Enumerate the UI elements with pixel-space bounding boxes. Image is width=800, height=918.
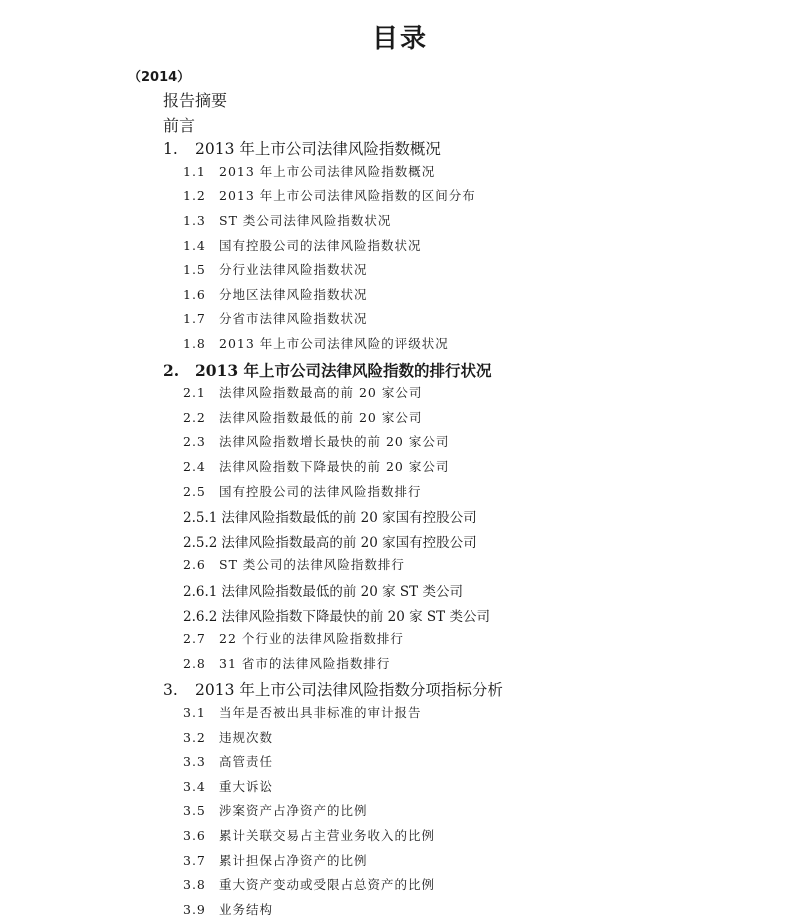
toc-entry-text: 2013 年上市公司法律风险指数概况: [195, 140, 441, 159]
toc-entry: [183, 728, 273, 746]
toc-entry-text: 法律风险指数最低的前 20 家公司: [219, 409, 423, 425]
toc-entry-number: 2.: [163, 360, 180, 380]
toc-entry-number: 3.6: [183, 828, 206, 843]
toc-entry-number: 2.7: [183, 631, 206, 647]
toc-entry-number: 3.2: [183, 729, 206, 745]
toc-entry: [183, 654, 390, 672]
toc-entry-text: 重大诉讼: [219, 778, 274, 794]
toc-entry-text: 违规次数: [219, 729, 274, 745]
toc-entry: [183, 900, 273, 918]
toc-entry-text: 重大资产变动或受限占总资产的比例: [219, 877, 436, 893]
toc-entry-text: 业务结构: [219, 901, 274, 917]
toc-entry-text: 2013 年上市公司法律风险指数的排行状况: [195, 360, 492, 380]
toc-entry: [183, 236, 422, 254]
toc-entry-number: 3.4: [183, 778, 206, 794]
toc-entry-number: 3.: [163, 681, 178, 700]
toc-entry-text: 2013 年上市公司法律风险指数分项指标分析: [195, 681, 503, 700]
toc-entry: [183, 851, 368, 869]
toc-entry: [183, 555, 405, 573]
toc-entry-text: 法律风险指数下降最快的前 20 家公司: [219, 459, 450, 474]
toc-entry-number: 2.3: [183, 434, 206, 450]
toc-entry-text: 法律风险指数增长最快的前 20 家公司: [219, 434, 450, 450]
toc-entry-text: 22 个行业的法律风险指数排行: [219, 631, 404, 647]
toc-entry-text: 2013 年上市公司法律风险指数概况: [219, 163, 436, 179]
toc-entry-text: 分省市法律风险指数状况: [219, 311, 368, 327]
toc-entry-number: 2.2: [183, 409, 206, 425]
toc-entry-number: 3.7: [183, 852, 206, 868]
toc-entry-number: 2.8: [183, 655, 206, 671]
toc-entry: [183, 162, 435, 180]
toc-entry-text: 分地区法律风险指数状况: [219, 286, 368, 302]
toc-entry-number: 1.: [163, 140, 178, 159]
toc-entry-text: 累计担保占净资产的比例: [219, 852, 368, 868]
toc-entry-number: 2.5.2: [183, 534, 218, 551]
toc-entry: [183, 703, 422, 721]
toc-entry: [183, 260, 368, 278]
toc-entry-number: 2.5.1: [183, 510, 218, 527]
toc-entry: [183, 285, 368, 303]
toc-entry-number: 1.2: [183, 188, 206, 204]
toc-entry: [183, 309, 368, 327]
toc-entry-number: 3.8: [183, 877, 206, 893]
toc-entry-text: 分行业法律风险指数状况: [219, 262, 368, 278]
toc-entry-text: 法律风险指数最高的前 20 家国有控股公司: [221, 534, 477, 551]
toc-entry-text: 报告摘要: [163, 91, 228, 110]
toc-entry: [183, 334, 449, 352]
toc-entry-number: 1.7: [183, 311, 206, 327]
toc-entry-text: 累计关联交易占主营业务收入的比例: [219, 828, 436, 843]
toc-entry-text: 前言: [163, 115, 196, 135]
toc-entry: [163, 359, 492, 381]
toc-entry-number: 1.5: [183, 262, 206, 278]
toc-entry-text: 高管责任: [219, 754, 274, 770]
toc-entry-number: 3.9: [183, 901, 206, 917]
toc-entry-text: 涉案资产占净资产的比例: [219, 803, 368, 819]
toc-entry: [183, 186, 476, 204]
toc-entry: [183, 383, 422, 401]
toc-entry-text: 法律风险指数下降最快的前 20 家 ST 类公司: [221, 608, 490, 625]
toc-entry-number: 2.1: [183, 385, 206, 401]
toc-entry: [183, 777, 273, 795]
toc-entry-number: 1.3: [183, 213, 206, 228]
toc-entry-number: 2.6.2: [183, 608, 218, 625]
toc-entry: [183, 875, 435, 893]
toc-entry: [183, 506, 477, 526]
toc-entry: [183, 211, 391, 229]
toc-entry: [183, 629, 404, 647]
toc-entry-number: 2.6.1: [183, 584, 218, 600]
toc-entry: [183, 580, 463, 600]
toc-entry: [183, 408, 422, 426]
toc-entry: [183, 605, 490, 625]
toc-entry-text: 2013 年上市公司法律风险的评级状况: [219, 336, 449, 351]
toc-entry-text: 国有控股公司的法律风险指数排行: [219, 483, 422, 499]
toc-entry-number: 3.3: [183, 754, 206, 770]
toc-entry-number: 2.4: [183, 459, 206, 474]
toc-entry: [183, 826, 435, 844]
toc-entry: [163, 113, 195, 136]
toc-entry-number: 2.6: [183, 557, 206, 573]
toc-entry-text: 当年是否被出具非标准的审计报告: [219, 705, 422, 720]
toc-entry: [183, 432, 449, 450]
toc-entry: [163, 137, 441, 159]
toc-entry: [163, 88, 227, 111]
toc-entry: [163, 678, 503, 700]
page-title: 目录: [371, 24, 428, 54]
report-year: （2014）: [128, 70, 191, 85]
toc-entry-number: 2.5: [183, 483, 206, 499]
toc-entry: [183, 801, 368, 819]
toc-entry-number: 3.1: [183, 705, 206, 720]
toc-entry: [183, 531, 477, 551]
toc-entry-text: ST 类公司法律风险指数状况: [219, 213, 392, 228]
toc-entry-number: 1.1: [183, 163, 206, 179]
toc-entry-text: 国有控股公司的法律风险指数状况: [219, 237, 422, 253]
toc-entry: [183, 482, 422, 500]
toc-entry-text: 法律风险指数最高的前 20 家公司: [219, 385, 423, 401]
toc-entry-number: 1.6: [183, 286, 206, 302]
toc-entry: [183, 752, 273, 770]
toc-entry-text: 法律风险指数最低的前 20 家 ST 类公司: [221, 584, 463, 600]
toc-entry-number: 3.5: [183, 803, 206, 819]
toc-entry-text: 法律风险指数最低的前 20 家国有控股公司: [221, 510, 477, 527]
toc-entry-number: 1.8: [183, 336, 206, 351]
toc-entry-number: 1.4: [183, 237, 206, 253]
toc-entry-text: 2013 年上市公司法律风险指数的区间分布: [219, 188, 476, 204]
toc-entry-text: ST 类公司的法律风险指数排行: [219, 557, 405, 573]
toc-entry-text: 31 省市的法律风险指数排行: [219, 655, 391, 671]
toc-entry: [183, 457, 449, 475]
